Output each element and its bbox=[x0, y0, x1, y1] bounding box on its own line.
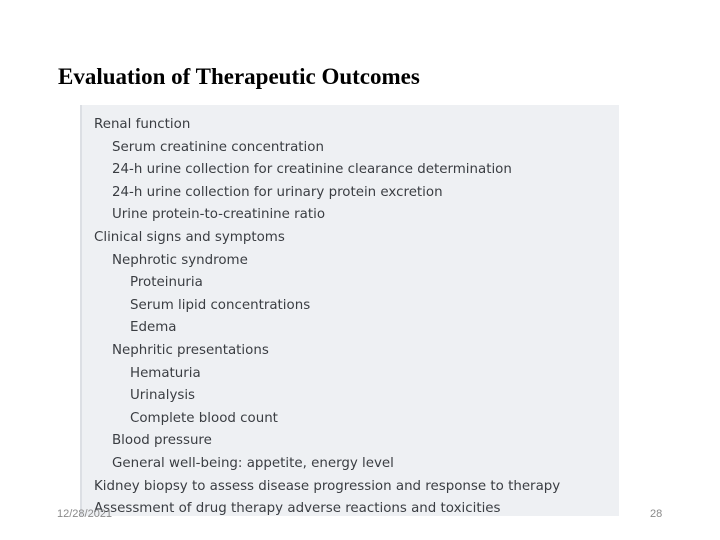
outline-item: Nephritic presentations bbox=[112, 342, 269, 358]
outline-item: Serum lipid concentrations bbox=[130, 297, 311, 313]
outline-item: Complete blood count bbox=[130, 410, 278, 426]
outline-item: Proteinuria bbox=[130, 275, 203, 291]
outline-item: General well-being: appetite, energy level bbox=[112, 455, 394, 471]
outline-item: Urinalysis bbox=[130, 388, 196, 404]
outline-item: 24-h urine collection for creatinine clearance determination bbox=[112, 162, 512, 178]
outcomes-outline-list bbox=[82, 105, 619, 521]
outline-item: Blood pressure bbox=[112, 433, 212, 449]
outline-item: Kidney biopsy to assess disease progression and response to therapy bbox=[94, 478, 561, 494]
outline-item: Urine protein-to-creatinine ratio bbox=[112, 207, 326, 223]
outline-item: Serum creatinine concentration bbox=[112, 139, 324, 155]
outline-item: Edema bbox=[130, 320, 177, 336]
outline-item: Hematuria bbox=[130, 365, 201, 381]
slide-title: Evaluation of Therapeutic Outcomes bbox=[58, 64, 420, 89]
footer-page-number: 28 bbox=[650, 508, 663, 520]
outline-item: 24-h urine collection for urinary protein excretion bbox=[112, 184, 443, 200]
outline-item: Assessment of drug therapy adverse reactions and toxicities bbox=[94, 501, 501, 517]
outline-item: Clinical signs and symptoms bbox=[94, 229, 285, 245]
outline-item: Renal function bbox=[94, 117, 191, 132]
outcomes-outline-image bbox=[80, 105, 619, 516]
outline-item: Nephrotic syndrome bbox=[112, 252, 248, 268]
footer-date: 12/28/2021 bbox=[57, 508, 113, 520]
